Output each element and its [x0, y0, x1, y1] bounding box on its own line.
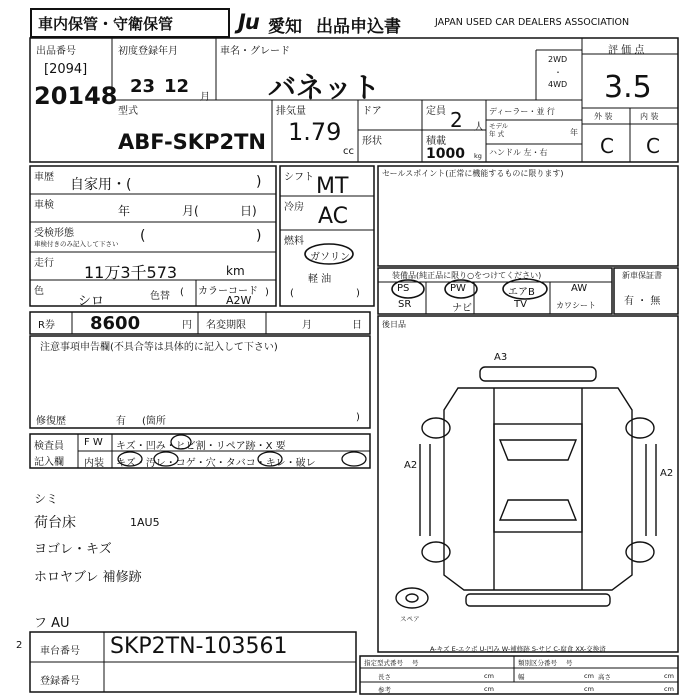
score-label: 評 価 点 — [608, 45, 645, 56]
model-year-label: モデル 年 式 — [489, 122, 509, 138]
door-label: ドア — [362, 106, 382, 117]
color-label: 色 — [34, 286, 44, 297]
remark-2b: 1AU5 — [130, 516, 160, 529]
plate-label: 登録番号 — [40, 676, 80, 687]
form-title: 出品申込書 — [316, 17, 401, 37]
fuel-gasoline: ガソリン — [310, 252, 350, 263]
inspection-month: 月( — [182, 204, 199, 218]
model-label: 車名・グレード — [220, 46, 290, 57]
load-label: 積載 — [426, 136, 446, 147]
ac-value: AC — [318, 204, 349, 229]
ju-logo: Ju — [238, 10, 259, 34]
score-value: 3.5 — [604, 70, 652, 105]
shift-label: シフト — [284, 172, 314, 183]
cert-model-label: 指定型式番号 — [364, 659, 403, 667]
receipt-label: 受検形態 — [34, 228, 74, 239]
storage-note: 車内保管・守衛保管 — [38, 15, 174, 33]
car-diagram — [396, 367, 656, 608]
cert-length: 長さ — [378, 673, 391, 681]
cert-class-label: 類別区分番号 — [518, 659, 557, 667]
fuel-label: 燃料 — [284, 236, 304, 247]
displacement-label: 排気量 — [276, 106, 306, 117]
color-code-value: A2W — [226, 294, 252, 307]
registration-label: 初度登録年月 — [118, 46, 178, 57]
receipt-note: 車検付きのみ記入して下さい — [34, 240, 119, 248]
association-name: JAPAN USED CAR DEALERS ASSOCIATION — [435, 17, 630, 28]
drive-4wd: 4WD — [548, 80, 568, 89]
inspector-label-2: 記入欄 — [34, 457, 64, 468]
exterior-label: 外 装 — [594, 112, 613, 121]
back-date-label: 後日品 — [382, 320, 406, 329]
remark-4: ホロヤブレ 補修跡 — [34, 570, 142, 585]
chassis-mark: 2 — [16, 640, 23, 651]
cert-length-cm: cm — [484, 672, 494, 680]
receipt-open: ( — [140, 228, 146, 244]
cert-width: 幅 — [518, 673, 525, 681]
repair-value: 有 — [116, 416, 126, 427]
cert-height: 高さ — [598, 673, 611, 681]
equip-pw: PW — [450, 283, 466, 294]
recycle-value: 8600 — [90, 313, 141, 334]
capacity-unit: 人 — [474, 122, 484, 133]
sales-point-label: セールスポイント(正常に機能するものに限ります) — [382, 169, 564, 178]
color-value: シロ — [78, 294, 105, 309]
chassis-value: SKP2TN-103561 — [110, 634, 288, 659]
chassis-label: 車台番号 — [40, 646, 80, 657]
warranty-label: 新車保証書 — [622, 271, 662, 280]
history-value: 自家用・( — [70, 177, 132, 193]
color-code-label: カラーコード — [198, 286, 258, 297]
remark-2: 荷台床 — [34, 515, 76, 531]
inspection-day: 日) — [240, 204, 257, 218]
mileage-label: 走行 — [34, 258, 54, 269]
recycle-unit: 円 — [182, 320, 192, 331]
equip-leather: カワシート — [556, 301, 596, 310]
cert-ref-cm-3: cm — [664, 685, 674, 693]
fuel-diesel: 軽 油 — [308, 274, 332, 285]
drive-dot: ・ — [554, 68, 562, 77]
equip-sr: SR — [398, 299, 412, 310]
cert-height-cm: cm — [664, 672, 674, 680]
handle-label: ハンドル 左・右 — [489, 148, 548, 157]
inspection-year: 年 — [118, 204, 131, 218]
name-change-label: 名変期限 — [206, 320, 246, 331]
equip-ps: PS — [397, 283, 410, 294]
equip-airbag: エアB — [508, 287, 535, 298]
shape-label: 形状 — [362, 136, 382, 147]
recycle-label: R券 — [38, 320, 55, 331]
fuel-open: ( — [290, 288, 294, 299]
mileage-unit: km — [226, 264, 245, 278]
repair-close: ) — [356, 412, 360, 423]
notes-label: 注意事項申告欄(不具合等は具体的に記入して下さい) — [40, 342, 278, 353]
diagram-right-label: A2 — [660, 468, 674, 479]
interior-section-label: 内装 — [84, 458, 104, 469]
damage-legend: A-キズ E-エクボ U-凹み W-補修跡 S-サビ C-腐食 XX-交換済 — [430, 645, 606, 653]
type-label: 型式 — [118, 106, 138, 117]
type-value: ABF-SKP2TN — [118, 130, 266, 154]
cert-width-cm: cm — [584, 672, 594, 680]
registration-month: 12 — [164, 76, 190, 97]
history-label: 車歴 — [34, 172, 54, 183]
name-change-month: 月 — [302, 320, 312, 331]
org-name: 愛知 — [268, 17, 302, 37]
interior-label: 内 装 — [640, 112, 659, 121]
registration-year: 23 — [130, 76, 156, 97]
color-change-label: 色替 — [150, 291, 170, 302]
registration-month-unit: 月 — [200, 92, 210, 103]
remark-3: ヨゴレ・キズ — [34, 542, 112, 557]
cert-ref-cm-1: cm — [484, 685, 494, 693]
cert-ref-cm-2: cm — [584, 685, 594, 693]
equipment-label: 装備品(純正品に限り○をつけてください) — [392, 271, 542, 280]
equip-navi: ナビ — [452, 303, 472, 314]
capacity-label: 定員 — [426, 106, 446, 117]
spare-label: スペア — [400, 615, 420, 623]
warranty-value: 有 ・ 無 — [624, 296, 661, 307]
equip-aw: AW — [571, 283, 588, 294]
load-unit: kg — [474, 152, 482, 160]
equip-tv: TV — [514, 299, 527, 310]
displacement-unit: cc — [343, 146, 354, 157]
repair-label: 修復歴 — [36, 416, 66, 427]
receipt-close: ) — [256, 228, 262, 244]
repair-place: (箇所 — [142, 416, 166, 427]
cert-class-no: 号 — [566, 659, 573, 667]
remark-5: フ AU — [34, 616, 70, 631]
load-value: 1000 — [426, 146, 465, 162]
exterior-grade: C — [600, 134, 614, 158]
fw-items: キズ・凹み・ヒビ割・リペア跡・X 要 — [116, 441, 286, 452]
fuel-close: ) — [356, 288, 360, 299]
cert-ref: 参考 — [378, 686, 391, 694]
interior-grade: C — [646, 134, 660, 158]
lot-label: 出品番号 — [36, 46, 76, 57]
drive-2wd: 2WD — [548, 55, 568, 64]
model-name: バネット — [268, 71, 381, 104]
color-change-open: ( — [180, 287, 184, 298]
shift-value: MT — [316, 174, 349, 199]
fw-label: F W — [84, 437, 103, 448]
interior-items: キズ・汚レ・コゲ・穴・タバコ・キレ・破レ — [116, 458, 316, 469]
name-change-day: 日 — [352, 320, 362, 331]
lot-sub-number: [2094] — [44, 62, 88, 77]
year-unit: 年 — [570, 128, 578, 137]
inspector-label: 検査員 — [34, 441, 64, 452]
mileage-value: 11万3千573 — [84, 263, 178, 282]
diagram-left-label: A2 — [404, 460, 418, 471]
diagram-top-label: A3 — [494, 352, 508, 363]
capacity-value: 2 — [450, 108, 463, 132]
remark-1: シミ — [34, 492, 59, 506]
ac-label: 冷房 — [284, 202, 304, 213]
color-change-close: ) — [265, 287, 269, 298]
displacement-value: 1.79 — [288, 118, 342, 146]
history-close: ) — [256, 174, 262, 190]
lot-number: 20148 — [34, 82, 118, 110]
cert-model-no: 号 — [412, 659, 419, 667]
inspection-label: 車検 — [34, 200, 54, 211]
dealer-label: ディーラー・並 行 — [489, 107, 555, 116]
